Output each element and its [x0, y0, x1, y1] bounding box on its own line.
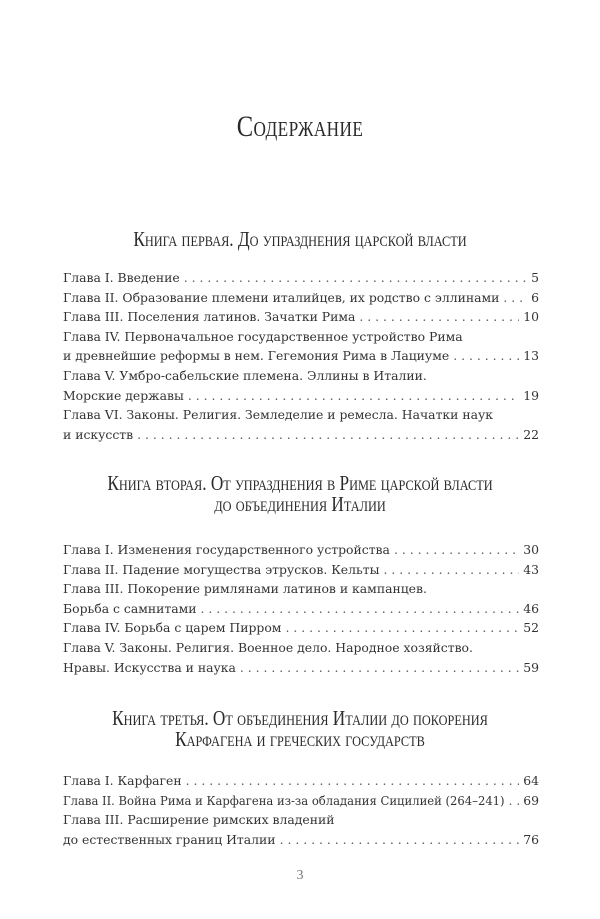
entry-title: Глава III. Покорение римлянами латинов и кампанцев. — [63, 581, 427, 597]
entry-title: Глава IV. Борьба с царем Пирром — [63, 620, 282, 636]
book-1-heading — [0, 229, 600, 250]
entry-title: Глава I. Карфаген — [63, 773, 182, 788]
book-heading-line: Книга первая. До упразднения царской власти — [133, 227, 467, 251]
entry-title: Глава III. Расширение римских владений — [63, 812, 335, 828]
leader-dots — [133, 425, 519, 445]
toc-entry[interactable] — [63, 560, 539, 580]
book-heading-line: Книга третья. От объединения Италии до покорения — [112, 706, 488, 730]
book-1-toc — [63, 268, 539, 444]
entry-page: 59 — [523, 659, 539, 675]
entry-title: Глава IV. Первоначальное государственное устройство Рима — [63, 328, 463, 344]
entry-title: Глава II. Война Рима и Карфагена из-за обладания Сицилией (264–241) — [63, 792, 505, 808]
entry-page: 30 — [523, 542, 539, 557]
leader-dots — [390, 540, 519, 560]
entry-title: Глава I. Введение — [63, 270, 180, 285]
entry-title: и искусств — [63, 426, 134, 442]
leader-dots — [236, 658, 519, 678]
toc-entry-line1[interactable] — [63, 327, 539, 347]
book-2-toc — [63, 540, 539, 677]
leader-dots — [499, 288, 527, 308]
page-number: 3 — [296, 868, 304, 883]
toc-entry[interactable] — [63, 288, 539, 308]
entry-page: 52 — [523, 620, 539, 636]
toc-entry[interactable] — [63, 791, 539, 811]
entry-page: 43 — [523, 561, 539, 577]
toc-entry[interactable] — [63, 771, 539, 791]
leader-dots — [449, 346, 519, 366]
entry-title: Глава III. Поселения латинов. Зачатки Рима — [63, 309, 356, 325]
entry-page: 10 — [523, 309, 539, 325]
leader-dots — [180, 268, 527, 288]
toc-entry-line1[interactable] — [63, 810, 539, 830]
toc-entry-line2[interactable] — [63, 346, 539, 366]
toc-entry-line2[interactable] — [63, 830, 539, 850]
book-3-toc — [63, 771, 539, 849]
book-heading-line: до объединения Италии — [214, 492, 386, 516]
entry-title: и древнейшие реформы в нем. Гегемония Рима в Лациуме — [63, 348, 450, 364]
leader-dots — [379, 560, 519, 580]
leader-dots — [281, 618, 519, 638]
toc-entry-line1[interactable] — [63, 366, 539, 386]
toc-entry-line1[interactable] — [63, 405, 539, 425]
entry-title: Глава V. Умбро-сабельские племена. Эллины в Италии. — [63, 367, 427, 383]
entry-page: 6 — [531, 289, 539, 305]
entry-title: Глава II. Падение могущества этрусков. Кельты — [63, 561, 380, 577]
entry-title: Глава V. Законы. Религия. Военное дело. Народное хозяйство. — [63, 639, 473, 655]
toc-entry[interactable] — [63, 268, 539, 288]
toc-entry[interactable] — [63, 307, 539, 327]
toc-entry-line1[interactable] — [63, 638, 539, 658]
entry-title: Глава II. Образование племени италийцев, их родство с эллинами — [63, 289, 500, 305]
leader-dots — [184, 386, 519, 406]
leader-dots — [505, 791, 520, 811]
entry-page: 46 — [523, 600, 539, 616]
leader-dots — [197, 599, 520, 619]
leader-dots — [182, 771, 520, 791]
entry-title: до естественных границ Италии — [63, 831, 276, 847]
toc-entry-line2[interactable] — [63, 599, 539, 619]
entry-page: 19 — [523, 387, 539, 403]
entry-title: Нравы. Искусства и наука — [63, 659, 236, 675]
entry-page: 69 — [523, 792, 539, 808]
entry-page: 64 — [523, 773, 539, 788]
entry-page: 76 — [523, 831, 539, 847]
entry-title: Глава VI. Законы. Религия. Земледелие и ремесла. Начатки наук — [63, 407, 494, 423]
book-3-heading — [0, 708, 600, 750]
book-2-heading — [0, 473, 600, 515]
toc-entry-line2[interactable] — [63, 386, 539, 406]
entry-title: Борьба с самнитами — [63, 600, 197, 616]
toc-entry[interactable] — [63, 540, 539, 560]
entry-title: Глава I. Изменения государственного устройства — [63, 542, 390, 557]
toc-entry-line1[interactable] — [63, 579, 539, 599]
book-heading-line: Книга вторая. От упразднения в Риме царской власти — [107, 471, 493, 495]
page-title: Содержание — [236, 110, 364, 143]
leader-dots — [355, 307, 519, 327]
toc-entry-line2[interactable] — [63, 658, 539, 678]
book-heading-line: Карфагена и греческих государств — [175, 727, 425, 751]
entry-page: 5 — [531, 270, 539, 285]
toc-entry[interactable] — [63, 618, 539, 638]
leader-dots — [276, 830, 520, 850]
entry-page: 22 — [523, 426, 539, 442]
toc-entry-line2[interactable] — [63, 425, 539, 445]
entry-title: Морские державы — [63, 387, 184, 403]
entry-page: 13 — [523, 348, 539, 364]
